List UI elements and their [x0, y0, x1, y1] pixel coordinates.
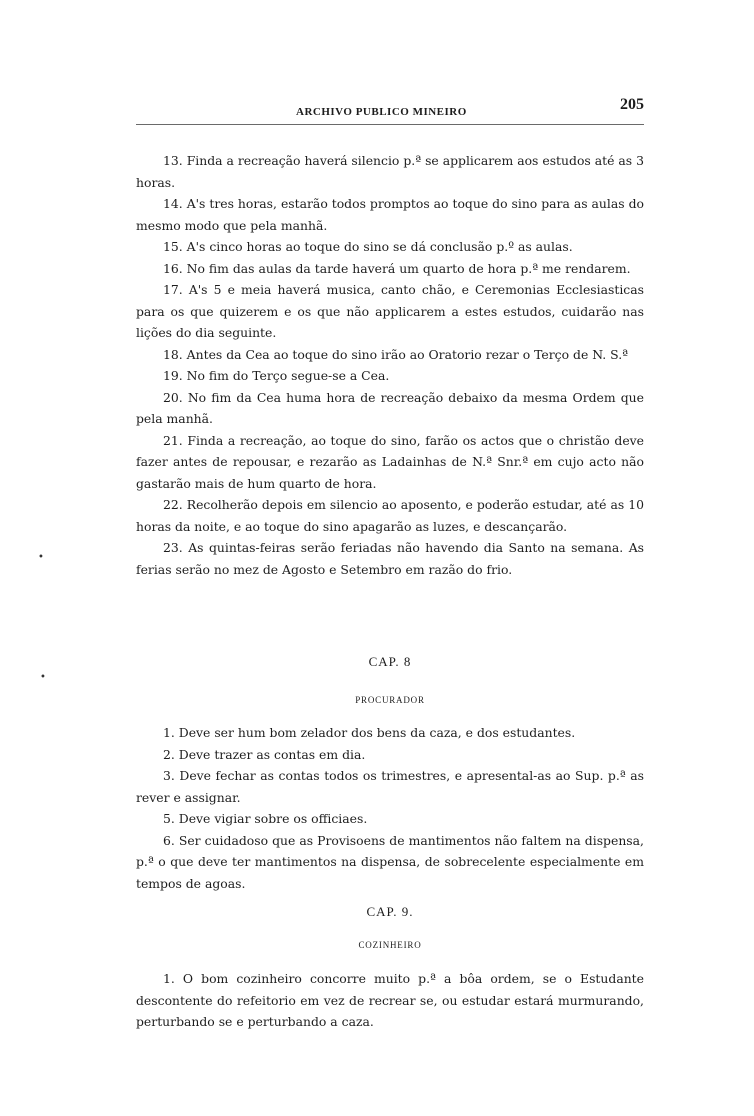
item-number: 18. — [163, 346, 183, 362]
item-text: Finda a recreação haverá silencio p.ª se applicarem aos estudos até as 3 horas. — [136, 153, 644, 190]
item-number: 14. — [163, 196, 183, 211]
item-number: 13. — [163, 153, 183, 168]
list-item — [136, 236, 644, 258]
item-number: 21. — [163, 432, 183, 448]
item-text: Finda a recreação, ao toque do sino, farão os actos que o christão deve fazer antes de repousar, e rezarão as Ladainhas de N.ª Snr.ª em cujo acto não gastarão mais de hum quarto de hora. — [136, 432, 644, 491]
item-number: 5. — [163, 811, 175, 826]
item-text: No fim da Cea huma hora de recreação debaixo da mesma Ordem que pela manhã. — [136, 389, 644, 426]
running-title: ARCHIVO PUBLICO MINEIRO — [296, 106, 467, 118]
chapter-heading-8: CAP. 8 — [368, 654, 412, 669]
item-number: 1. — [163, 725, 175, 740]
margin-mark: • — [40, 672, 46, 683]
section-cozinheiro — [136, 968, 644, 1033]
page-header — [136, 96, 644, 128]
list-item — [136, 279, 644, 344]
item-text: Recolherão depois em silencio ao aposento, e poderão estudar, até as 10 horas da noite, e ao toque do sino apagarão as luzes, e descançarão. — [136, 497, 644, 534]
item-number: 20. — [163, 389, 183, 405]
list-item — [136, 722, 644, 744]
item-text: Deve trazer as contas em dia. — [178, 746, 366, 762]
item-number: 17. — [163, 282, 183, 297]
item-text: Deve ser hum bom zelador dos bens da caza, e dos estudantes. — [178, 725, 576, 740]
item-text: O bom cozinheiro concorre muito p.ª a bôa ordem, se o Estudante descontente do refeitorio em vez de recrear se, ou estudar estará murmurando, perturbando se e perturbando a caza. — [136, 971, 644, 1029]
item-number: 1. — [163, 971, 175, 986]
section-items-13-23 — [136, 150, 644, 580]
list-item — [136, 537, 644, 580]
chapter-subtitle-9: COZINHEIRO — [358, 940, 422, 950]
item-number: 6. — [163, 832, 175, 848]
item-text: No fim das aulas da tarde haverá um quarto de hora p.ª me rendarem. — [186, 260, 631, 276]
list-item — [136, 494, 644, 537]
item-text: Antes da Cea ao toque do sino irão ao Oratorio rezar o Terço de N. S.ª — [186, 346, 629, 362]
list-item — [136, 808, 644, 830]
list-item — [136, 744, 644, 766]
item-text: No fim do Terço segue-se a Cea. — [186, 368, 390, 383]
margin-mark: • — [38, 552, 44, 563]
item-number: 23. — [163, 540, 183, 555]
chapter-subtitle-8: PROCURADOR — [355, 695, 425, 705]
list-item — [136, 387, 644, 430]
list-item — [136, 258, 644, 280]
item-number: 3. — [163, 768, 175, 783]
list-item — [136, 430, 644, 495]
header-rule — [136, 124, 644, 125]
item-text: A's tres horas, estarão todos promptos ao toque do sino para as aulas do mesmo modo que pela manhã. — [136, 196, 644, 233]
list-item — [136, 765, 644, 808]
item-number: 15. — [163, 239, 183, 254]
list-item — [136, 830, 644, 895]
list-item — [136, 150, 644, 193]
list-item — [136, 365, 644, 387]
item-text: A's cinco horas ao toque do sino se dá conclusão p.º as aulas. — [186, 239, 573, 254]
section-procurador — [136, 722, 644, 894]
list-item — [136, 968, 644, 1033]
item-text: Deve fechar as contas todos os trimestres, e apresental-as ao Sup. p.ª as rever e assignar. — [136, 768, 644, 805]
item-number: 2. — [163, 746, 175, 762]
chapter-heading-9: CAP. 9. — [366, 904, 414, 919]
list-item — [136, 344, 644, 366]
item-text: Deve vigiar sobre os officiaes. — [178, 811, 368, 826]
item-number: 19. — [163, 368, 183, 383]
item-text: As quintas-feiras serão feriadas não havendo dia Santo na semana. As ferias serão no mez de Agosto e Setembro em razão do frio. — [136, 540, 644, 577]
item-number: 22. — [163, 497, 183, 512]
item-text: A's 5 e meia haverá musica, canto chão, e Ceremonias Ecclesiasticas para os que quizerem e os que não applicarem a estes estudos, cuidarão nas lições do dia seguinte. — [136, 282, 644, 340]
page-number: 205 — [620, 96, 644, 113]
list-item — [136, 193, 644, 236]
item-number: 16. — [163, 260, 183, 276]
item-text: Ser cuidadoso que as Provisoens de mantimentos não faltem na dispensa, p.ª o que deve ter mantimentos na dispensa, de sobrecelente especialmente em tempos de agoas. — [136, 832, 644, 891]
